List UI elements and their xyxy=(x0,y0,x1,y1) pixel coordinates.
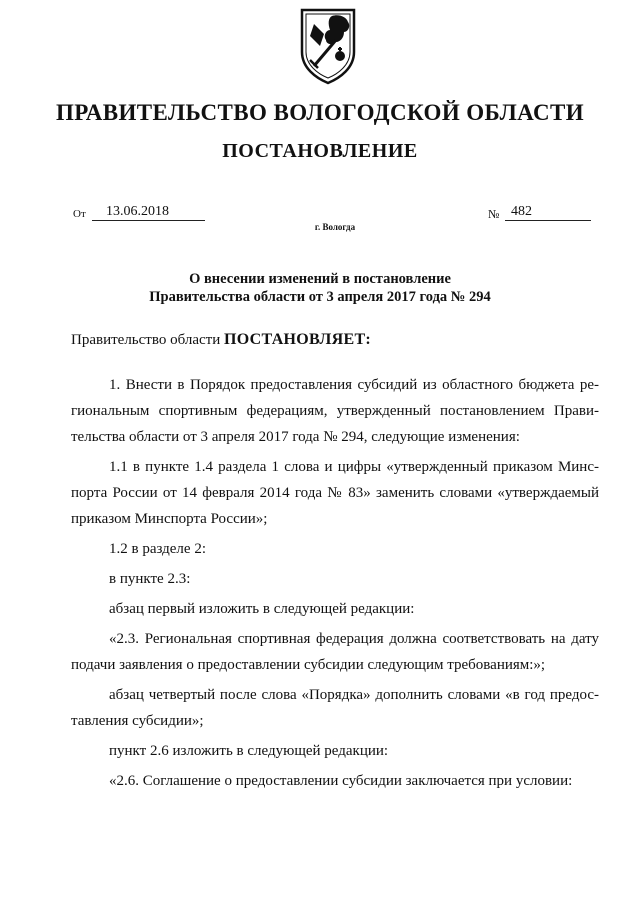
resolves-line xyxy=(71,331,371,349)
paragraph: «2.6. Соглашение о предоставлении субсидии заключается при условии: xyxy=(109,773,573,789)
vologda-oblast-coat-of-arms-icon xyxy=(296,6,360,86)
resolves-keyword: ПОСТАНОВЛЯЕТ: xyxy=(223,331,372,348)
paragraph: 1.2 в разделе 2: xyxy=(109,541,206,557)
document-type: ПОСТАНОВЛЕНИЕ xyxy=(222,140,418,162)
city-name: г. Вологда xyxy=(314,222,356,232)
document-subject xyxy=(0,270,640,306)
paragraph: абзац первый изложить в следующей редакции: xyxy=(109,601,415,617)
number-label: № xyxy=(488,207,500,221)
date-from-label: От xyxy=(73,208,86,220)
paragraph: в пункте 2.3: xyxy=(109,571,191,587)
government-title: ПРАВИТЕЛЬСТВО ВОЛОГОДСКОЙ ОБЛАСТИ xyxy=(55,100,585,125)
document-body xyxy=(71,372,599,794)
paragraph: 1. Внести в Порядок предоставления субсидий из областного бюджета ре-гиональным спортивным федерациям, утвержденный постановлением Прави-тельства области от 3 апреля 2017 года № 294, следующие изменения: xyxy=(71,377,599,445)
subject-line-1: О внесении изменений в постановление xyxy=(189,271,451,287)
resolves-prefix: Правительство области xyxy=(71,332,224,348)
paragraph: пункт 2.6 изложить в следующей редакции: xyxy=(109,743,389,759)
paragraph: 1.1 в пункте 1.4 раздела 1 слова и цифры «утвержденный приказом Минс-порта России от 14 февраля 2014 года № 83» заменить словами «утверждаемый приказом Минспорта России»; xyxy=(71,459,599,527)
document-number: 482 xyxy=(505,204,591,221)
subject-line-2: Правительства области от 3 апреля 2017 года № 294 xyxy=(149,289,491,305)
paragraph: абзац четвертый после слова «Порядка» дополнить словами «в год предос-тавления субсидии»; xyxy=(71,687,599,729)
paragraph: «2.3. Региональная спортивная федерация должна соответствовать на дату подачи заявления о предоставлении субсидии следующим требованиям:»; xyxy=(71,631,599,673)
document-date: 13.06.2018 xyxy=(92,204,205,221)
